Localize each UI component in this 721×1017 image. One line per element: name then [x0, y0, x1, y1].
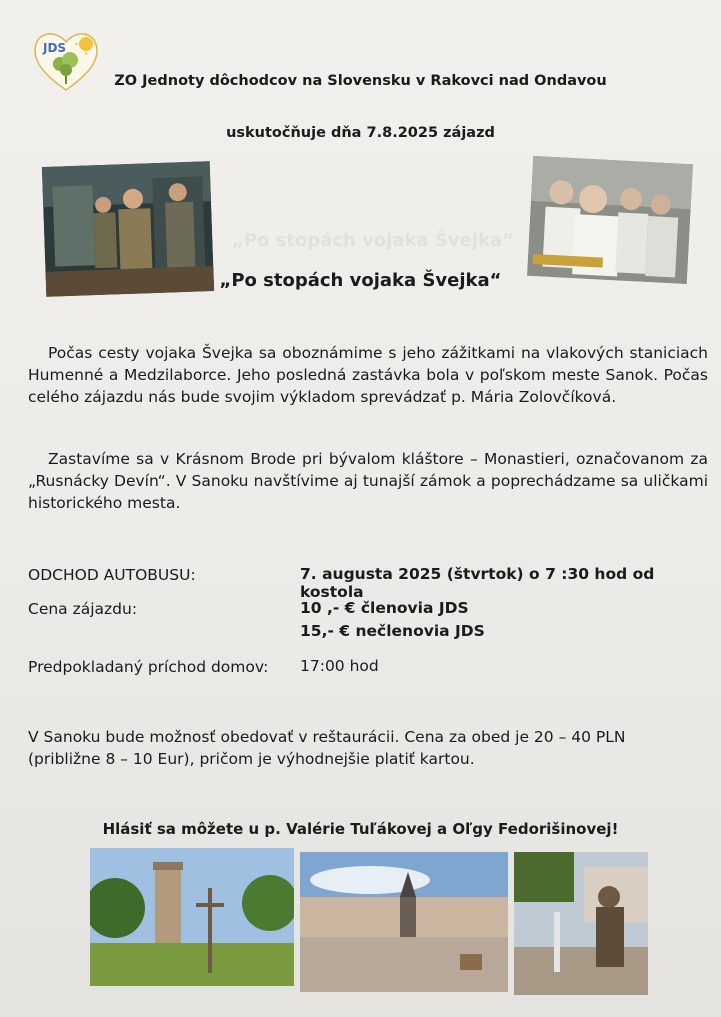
description-paragraph-1: Počas cesty vojaka Švejka sa oboznámime s jeho zážitkami na vlakových staniciach Humenné a Medzilaborce. Jeho posledná zastávka bola v poľskom meste Sanok. Počas celého zájazdu nás bude svojim výkladom sprevádzať p. Mária Zolovčíková. [28, 344, 708, 406]
price-label: Cena zájazdu: [28, 600, 138, 618]
departure-label: ODCHOD AUTOBUSU: [28, 566, 196, 584]
return-label: Predpokladaný príchod domov: [28, 658, 269, 676]
monastery-photo [90, 848, 294, 986]
bleed-through-title: „Po stopách vojaka Švejka“ [232, 230, 514, 251]
departure-value: 7. augusta 2025 (štvrtok) o 7 :30 hod od kostola [300, 565, 655, 601]
description-paragraph-2: Zastavíme sa v Krásnom Brode pri bývalom kláštore – Monastieri, označovanom za „Rusnácky Devín“. V Sanoku navštívime aj tunajší zámok a poprechádzame sa uličkami historického mesta. [28, 450, 708, 512]
price-members: 10 ,- € členovia JDS [300, 599, 469, 617]
signup-note: Hlásiť sa môžete u p. Valérie Tuľákovej a Oľgy Fedorišinovej! [102, 820, 619, 838]
announcement-text: uskutočňuje dňa 7.8.2025 zájazd [226, 125, 495, 141]
svejk-film-photo-right [527, 156, 693, 284]
svejk-statue-photo [514, 852, 648, 995]
return-value: 17:00 hod [300, 657, 379, 675]
lunch-note: V Sanoku bude možnosť obedovať v reštaurácii. Cena za obed je 20 – 40 PLN (približne 8 – 10 Eur), pričom je výhodnejšie platiť kartou. [28, 728, 626, 768]
organization-name: ZO Jednoty dôchodcov na Slovensku v Rakovci nad Ondavou [114, 73, 607, 89]
price-nonmembers: 15,- € nečlenovia JDS [300, 622, 485, 640]
sanok-square-photo [300, 852, 508, 992]
announcement-line [0, 125, 721, 141]
trip-title: „Po stopách vojaka Švejka“ [219, 270, 502, 291]
logo-text: JDS [43, 41, 67, 55]
